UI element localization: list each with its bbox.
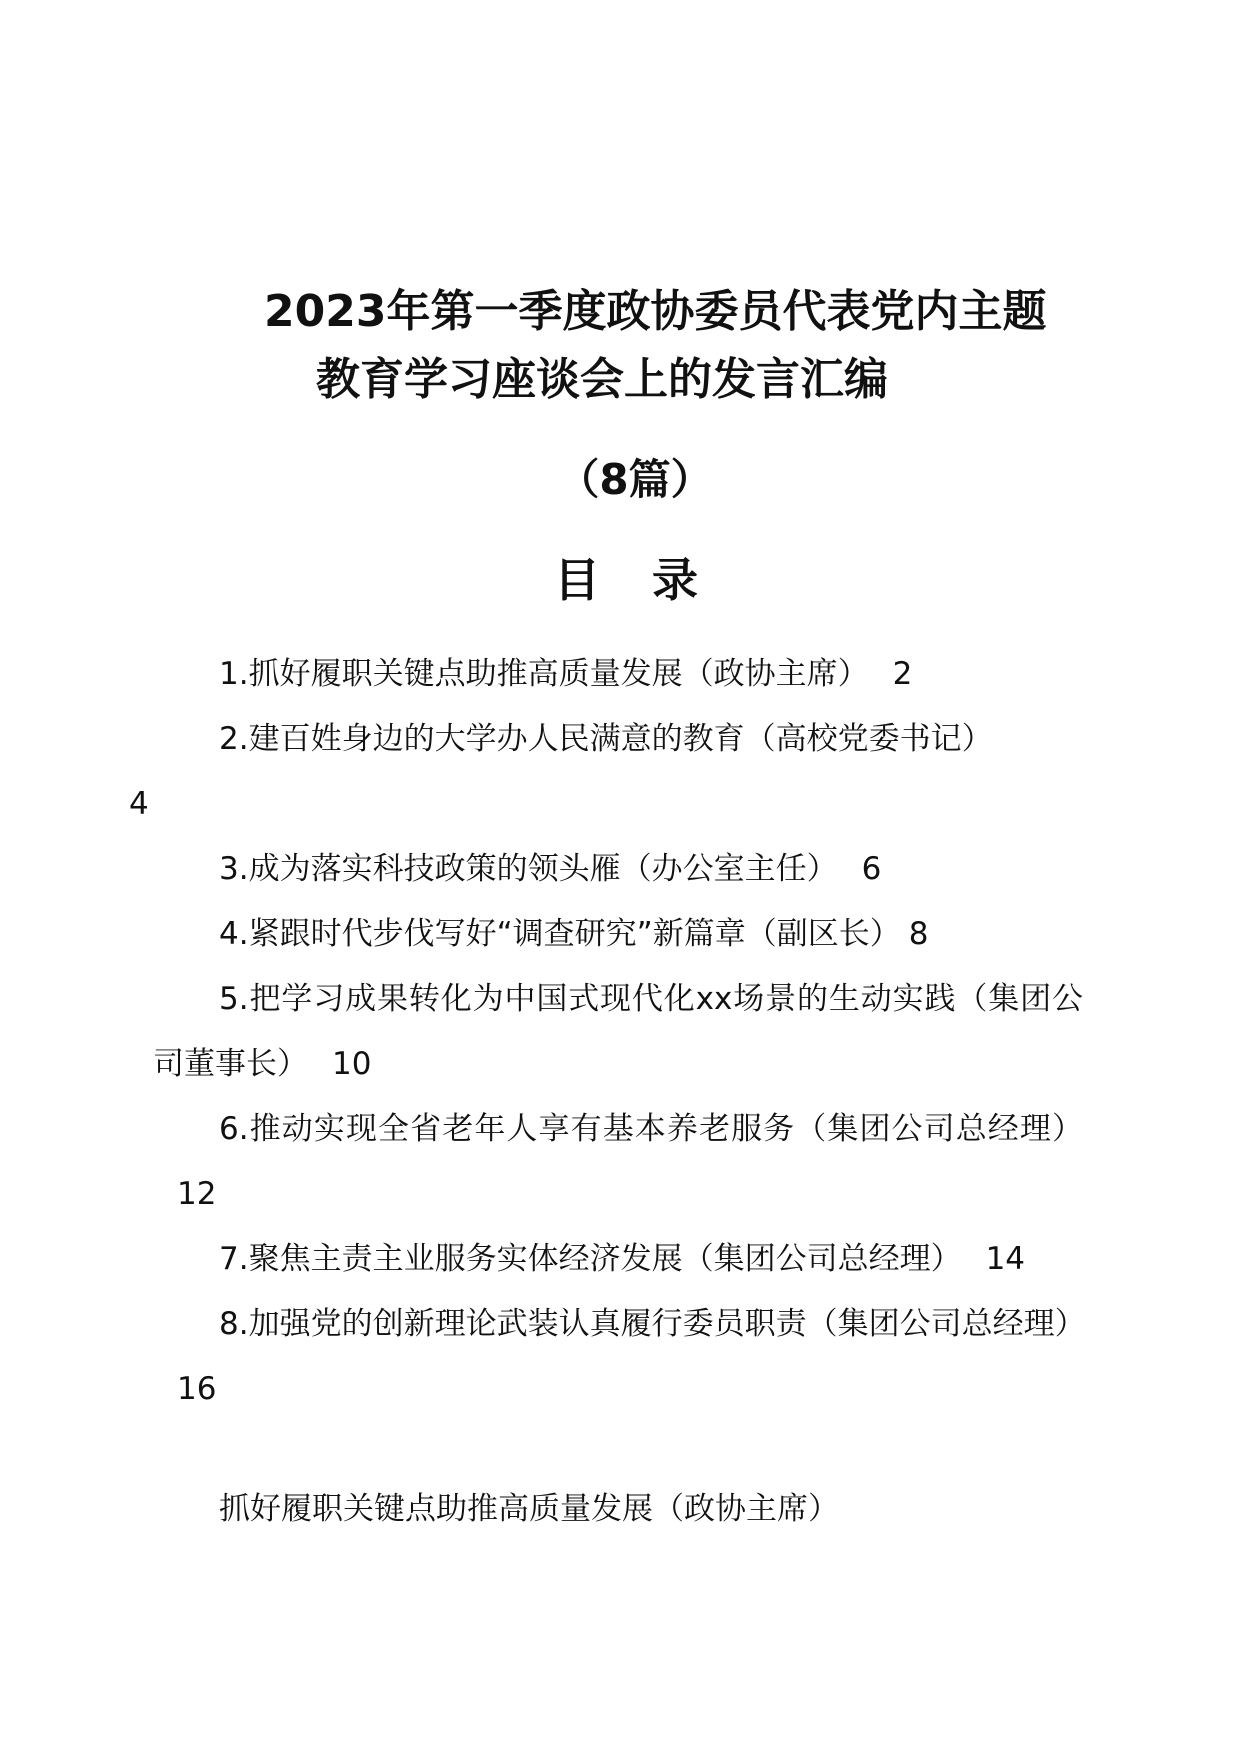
toc-entry[interactable]	[153, 642, 1083, 707]
toc-entry-page: 16	[177, 1371, 217, 1407]
section-heading: 抓好履职关键点助推高质量发展（政协主席）	[219, 1491, 839, 1527]
toc-entry-page: 4	[129, 786, 149, 822]
toc-entry-text: 1.抓好履职关键点助推高质量发展（政协主席）	[219, 656, 869, 692]
toc-entry-text: 7.聚焦主责主业服务实体经济发展（集团公司总经理）	[219, 1241, 962, 1277]
toc-entry[interactable]	[129, 707, 1083, 837]
toc-entry-text: 4.紧跟时代步伐写好“调查研究”新篇章（副区长）	[219, 916, 901, 952]
toc-entry-page: 14	[985, 1241, 1026, 1277]
toc-entry[interactable]	[153, 1292, 1086, 1422]
toc-entry-text: 6.推动实现全省老年人享有基本养老服务（集团公司总经理）	[219, 1111, 1083, 1147]
document-subtitle: （8篇）	[557, 455, 713, 504]
toc-entry-page: 2	[892, 656, 913, 692]
toc-entry-text: 5.把学习成果转化为中国式现代化xx场景的生动实践（集团公司董事长）	[153, 981, 1083, 1082]
toc-entry[interactable]	[153, 1227, 1083, 1292]
toc-entry-text: 2.建百姓身边的大学办人民满意的教育（高校党委书记）	[219, 721, 993, 757]
table-of-contents	[129, 642, 1086, 1422]
toc-entry-page: 10	[332, 1046, 372, 1082]
document-title-line-2: 教育学习座谈会上的发言汇编	[316, 354, 888, 405]
toc-entry[interactable]	[153, 837, 1083, 902]
toc-entry-page: 8	[908, 916, 929, 952]
toc-heading: 目 录	[553, 553, 716, 607]
toc-entry[interactable]	[153, 1097, 1083, 1227]
document-title-line-1: 2023年第一季度政协委员代表党内主题	[264, 286, 1047, 337]
toc-entry-text: 8.加强党的创新理论武装认真履行委员职责（集团公司总经理）	[219, 1306, 1086, 1342]
toc-entry-page: 12	[177, 1176, 217, 1212]
toc-entry[interactable]	[153, 967, 1083, 1097]
toc-entry-text: 3.成为落实科技政策的领头雁（办公室主任）	[219, 851, 838, 887]
toc-entry[interactable]	[153, 902, 1083, 967]
toc-entry-page: 6	[861, 851, 882, 887]
